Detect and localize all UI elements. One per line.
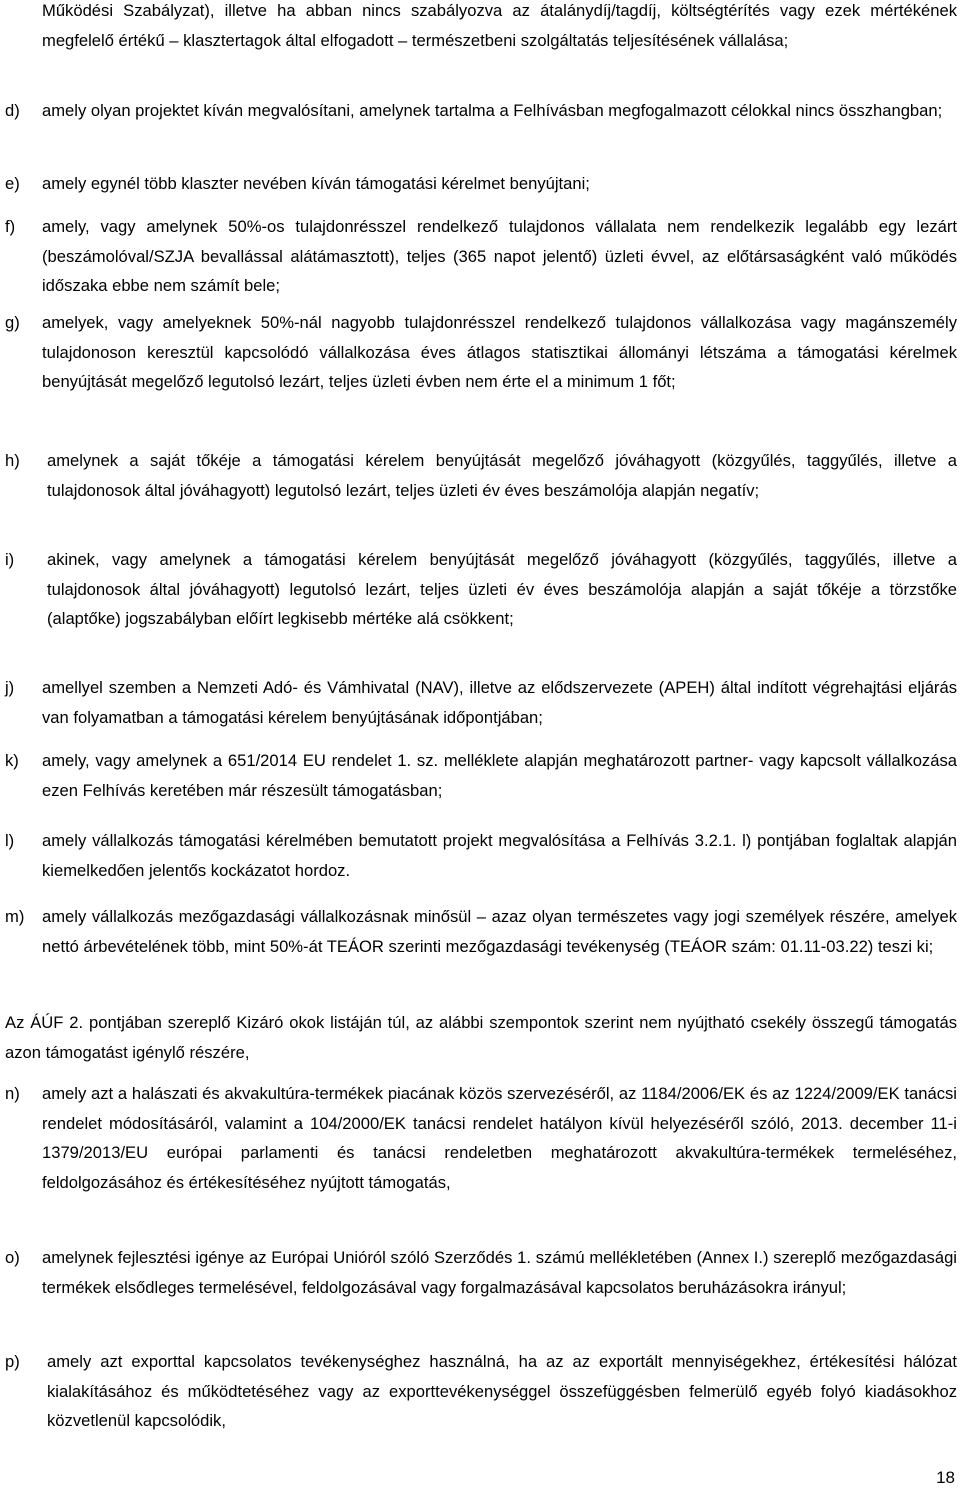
list-item-text: amelyek, vagy amelyeknek 50%-nál nagyobb tulajdonrésszel rendelkező tulajdonos vállalkozása vagy magánszemély tulajdonoson keresztül kapcsolódó vállalkozása éves átlagos statisztikai állományi létszáma a támogatási kérelmek benyújtását megelőző legutolsó lezárt, teljes üzleti évben nem érte el a minimum 1 főt; [42,313,957,391]
list-item-text: amely vállalkozás mezőgazdasági vállalkozásnak minősül – azaz olyan természetes vagy jogi személyek részére, amelyek nettó árbevételének több, mint 50%-át TEÁOR szerinti mezőgazdasági tevékenység (TEÁOR szám: 01.11-03.22) teszi ki; [42,907,957,956]
list-item-label: i) [5,550,15,569]
list-item-label: m) [5,907,25,926]
list-item-text: amely vállalkozás támogatási kérelmében bemutatott projekt megvalósítása a Felhívás 3.2.1. l) pontjában foglaltak alapján kiemelkedően jelentős kockázatot hordoz. [42,831,957,880]
list-item-text: amelynek a saját tőkéje a támogatási kérelem benyújtását megelőző jóváhagyott (közgyűlés, taggyűlés, illetve a tulajdonosok által jóváhagyott) legutolsó lezárt, teljes üzleti év éves beszámolója alapján negatív; [47,451,957,500]
list-item-label: g) [5,313,20,332]
intro-continuation: Működési Szabályzat), illetve ha abban nincs szabályozva az átalánydíj/tagdíj, költségtérítés vagy ezek mértékének megfelelő értékű – klasztertagok által elfogadott – természetbeni szolgáltatás teljesítésének vállalása; [42,1,957,50]
list-item-label: o) [5,1248,20,1267]
list-item-label: l) [5,831,15,850]
list-item-text: amely, vagy amelynek 50%-os tulajdonrésszel rendelkező tulajdonos vállalata nem rendelkezik legalább egy lezárt (beszámolóval/SZJA bevallással alátámasztott), teljes (365 napot jelentő) üzleti évvel, az előtársaságként való működés időszaka ebbe nem számít bele; [42,217,957,295]
list-item-text: amely, vagy amelynek a 651/2014 EU rendelet 1. sz. melléklete alapján meghatározott partner- vagy kapcsolt vállalkozása ezen Felhívás keretében már részesült támogatásban; [42,751,957,800]
list-item-label: n) [5,1084,20,1103]
list-item-label: k) [5,751,19,770]
list-item-text: amely azt exporttal kapcsolatos tevékenységhez használná, ha az az exportált mennyiségekhez, értékesítési hálózat kialakításához és működtetéséhez vagy az exporttevékenységgel összefüggésben felmerülő egyéb folyó kiadásokhoz közvetlenül kapcsolódik, [47,1352,957,1430]
list-item-label: j) [5,678,15,697]
middle-paragraph: Az ÁÚF 2. pontjában szereplő Kizáró okok listáján túl, az alábbi szempontok szerint nem nyújtható csekély összegű támogatás azon támogatást igénylő részére, [5,1013,957,1062]
list-item-label: h) [5,451,20,470]
list-item-text: amely olyan projektet kíván megvalósítani, amelynek tartalma a Felhívásban megfogalmazott célokkal nincs összhangban; [42,101,943,120]
list-item-label: f) [5,217,16,236]
list-item-text: amelynek fejlesztési igénye az Európai Unióról szóló Szerződés 1. számú mellékletében (Annex I.) szereplő mezőgazdasági termékek elsődleges termelésével, feldolgozásával vagy forgalmazásával kapcsolatos beruházásokra irányul; [42,1248,957,1297]
list-item-label: e) [5,174,20,193]
list-item-text: amellyel szemben a Nemzeti Adó- és Vámhivatal (NAV), illetve az elődszervezete (APEH) által indított végrehajtási eljárás van folyamatban a támogatási kérelem benyújtásának időpontjában; [42,678,957,727]
list-item-text: amely egynél több klaszter nevében kíván támogatási kérelmet benyújtani; [42,174,590,193]
list-item-text: amely azt a halászati és akvakultúra-termékek piacának közös szervezéséről, az 1184/2006/EK és az 1224/2009/EK tanácsi rendelet módosításáról, valamint a 104/2000/EK tanácsi rendelet hatályon kívül helyezéséről szóló, 2013. december 11-i 1379/2013/EU európai parlamenti és tanácsi rendeletben meghatározott akvakultúra-termékek termeléséhez, feldolgozásához és értékesítéséhez nyújtott támogatás, [42,1084,957,1192]
list-item-label: p) [5,1352,20,1371]
list-item-text: akinek, vagy amelynek a támogatási kérelem benyújtását megelőző jóváhagyott (közgyűlés, taggyűlés, illetve a tulajdonosok által jóváhagyott) legutolsó lezárt, teljes üzleti év éves beszámolója alapján a saját tőkéje a törzstőke (alaptőke) jogszabályban előírt legkisebb mértéke alá csökkent; [47,550,957,628]
list-item-label: d) [5,101,20,120]
page-number: 18 [936,1468,955,1487]
